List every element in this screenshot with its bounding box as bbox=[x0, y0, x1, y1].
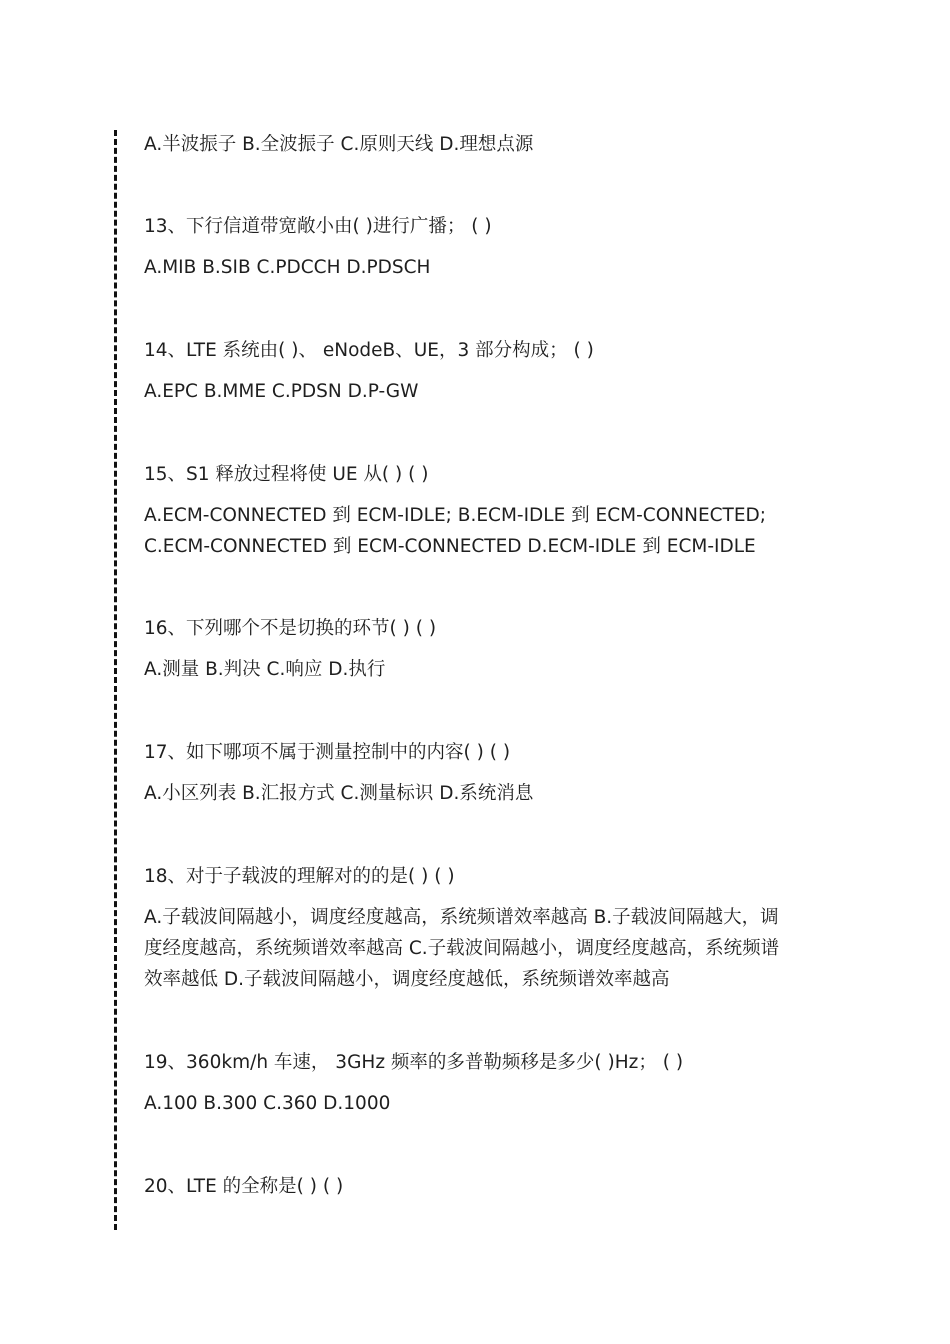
q13-options: A.MIB B.SIB C.PDCCH D.PDSCH bbox=[144, 257, 431, 278]
q19-question: 19、360km/h 车速， 3GHz 频率的多普勒频移是多少( )Hz； ( ) bbox=[144, 1052, 684, 1073]
q17-options: A.小区列表 B.汇报方式 C.测量标识 D.系统消息 bbox=[144, 783, 534, 804]
q13-question: 13、下行信道带宽敞小由( )进行广播； ( ) bbox=[144, 216, 492, 237]
q18-question: 18、对于子载波的理解对的的是( ) ( ) bbox=[144, 866, 455, 887]
q20-question: 20、LTE 的全称是( ) ( ) bbox=[144, 1176, 344, 1197]
q16-options: A.测量 B.判决 C.响应 D.执行 bbox=[144, 659, 386, 680]
q15-options-line-2: C.ECM-CONNECTED 到 ECM-CONNECTED D.ECM-IDLE 到 ECM-IDLE bbox=[144, 536, 756, 557]
q15-question: 15、S1 释放过程将使 UE 从( ) ( ) bbox=[144, 464, 429, 485]
q14-options: A.EPC B.MME C.PDSN D.P-GW bbox=[144, 381, 419, 402]
q17-question: 17、如下哪项不属于测量控制中的内容( ) ( ) bbox=[144, 742, 511, 763]
q16-question: 16、下列哪个不是切换的环节( ) ( ) bbox=[144, 618, 437, 639]
q18-options-line-1: A.子载波间隔越小，调度经度越高，系统频谱效率越高 B.子载波间隔越大，调 bbox=[144, 907, 779, 928]
q18-options-line-3: 效率越低 D.子载波间隔越小，调度经度越低，系统频谱效率越高 bbox=[144, 969, 670, 990]
q12-options: A.半波振子 B.全波振子 C.原则天线 D.理想点源 bbox=[144, 134, 534, 155]
margin-dashed-line bbox=[114, 130, 117, 1230]
q15-options-line-1: A.ECM-CONNECTED 到 ECM-IDLE; B.ECM-IDLE 到 ECM-CONNECTED; bbox=[144, 505, 767, 526]
q14-question: 14、LTE 系统由( )、 eNodeB、UE，3 部分构成； ( ) bbox=[144, 340, 594, 361]
q19-options: A.100 B.300 C.360 D.1000 bbox=[144, 1093, 391, 1114]
q18-options-line-2: 度经度越高，系统频谱效率越高 C.子载波间隔越小，调度经度越高，系统频谱 bbox=[144, 938, 780, 959]
